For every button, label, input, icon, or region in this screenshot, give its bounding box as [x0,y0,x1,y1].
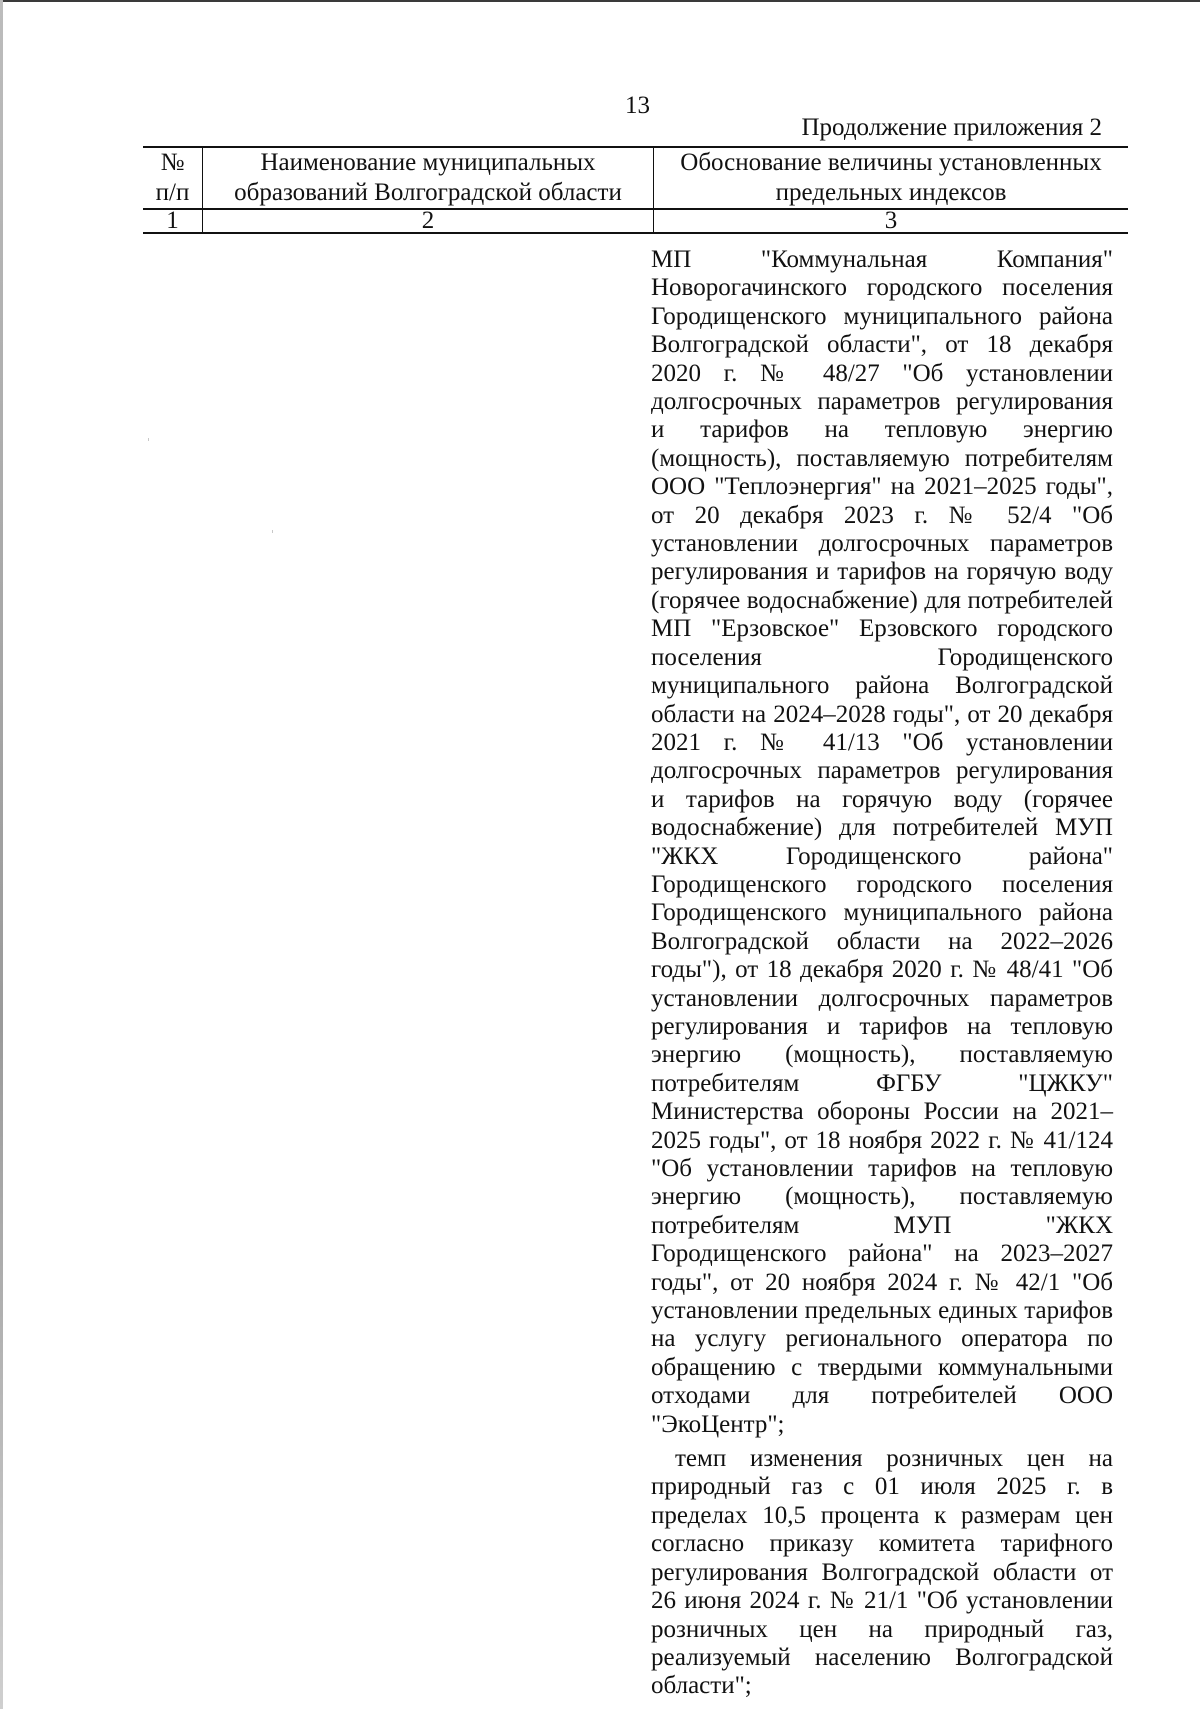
column-index-2: 2 [203,209,654,233]
scan-top-edge [0,0,1200,2]
header-cell-number-line2: п/п [155,179,190,206]
justification-text [651,246,1113,1701]
table-column-index-row [143,209,1128,233]
scan-speck [148,438,149,441]
continuation-label: Продолжение приложения 2 [801,114,1102,141]
header-cell-justification-line1: Обоснование величины установленных [680,149,1102,176]
header-cell-municipality-line1: Наименование муниципальных [260,149,596,176]
header-cell-number [143,147,203,209]
scan-speck [272,530,273,533]
header-cell-justification [654,147,1129,209]
appendix-table-header [143,146,1128,234]
page-number: 13 [625,92,650,119]
header-cell-justification-line2: предельных индексов [775,179,1007,206]
scan-left-edge [0,0,3,1709]
header-cell-municipality [203,147,654,209]
body-paragraph-1: МП "Коммунальная Компания" Новорогачинского городского поселения Городищенского муниципального района Волгоградской области", от 18 декабря 2020 г. № 48/27 "Об установлении долгосрочных параметров регулирования и тарифов на тепловую энергию (мощность), поставляемую потребителям ООО "Теплоэнергия" на 2021–2025 годы", от 20 декабря 2023 г. № 52/4 "Об установлении долгосрочных параметров регулирования и тарифов на горячую воду (горячее водоснабжение) для потребителей МП "Ерзовское" Ерзовского городского поселения Городищенского муниципального района Волгоградской области на 2024–2028 годы", от 20 декабря 2021 г. № 41/13 "Об установлении долгосрочных параметров регулирования и тарифов на горячую воду (горячее водоснабжение) для потребителей МУП "ЖКХ Городищенского района" Городищенского городского поселения Городищенского муниципального района Волгоградской области на 2022–2026 годы"), от 18 декабря 2020 г. № 48/41 "Об установлении долгосрочных параметров регулирования и тарифов на тепловую энергию (мощность), поставляемую потребителям ФГБУ "ЦЖКУ" Министерства обороны России на 2021–2025 годы", от 18 ноября 2022 г. № 41/124 "Об установлении тарифов на тепловую энергию (мощность), поставляемую потребителям МУП "ЖКХ Городищенского района" на 2023–2027 годы", от 20 ноября 2024 г. № 42/1 "Об установлении предельных единых тарифов на услугу регионального оператора по обращению с твердыми коммунальными отходами для потребителей ООО "ЭкоЦентр"; [651,246,1113,1438]
body-paragraph-2: темп изменения розничных цен на природный газ с 01 июля 2025 г. в пределах 10,5 процента к размерам цен согласно приказу комитета тарифного регулирования Волгоградской области от 26 июня 2024 г. № 21/1 "Об установлении розничных цен на природный газ, реализуемый населению Волгоградской области"; [651,1445,1113,1700]
table-header-row [143,147,1128,209]
column-index-1: 1 [143,209,203,233]
header-cell-municipality-line2: образований Волгоградской области [234,179,622,206]
column-index-3: 3 [654,209,1129,233]
header-cell-number-line1: № [160,149,185,176]
